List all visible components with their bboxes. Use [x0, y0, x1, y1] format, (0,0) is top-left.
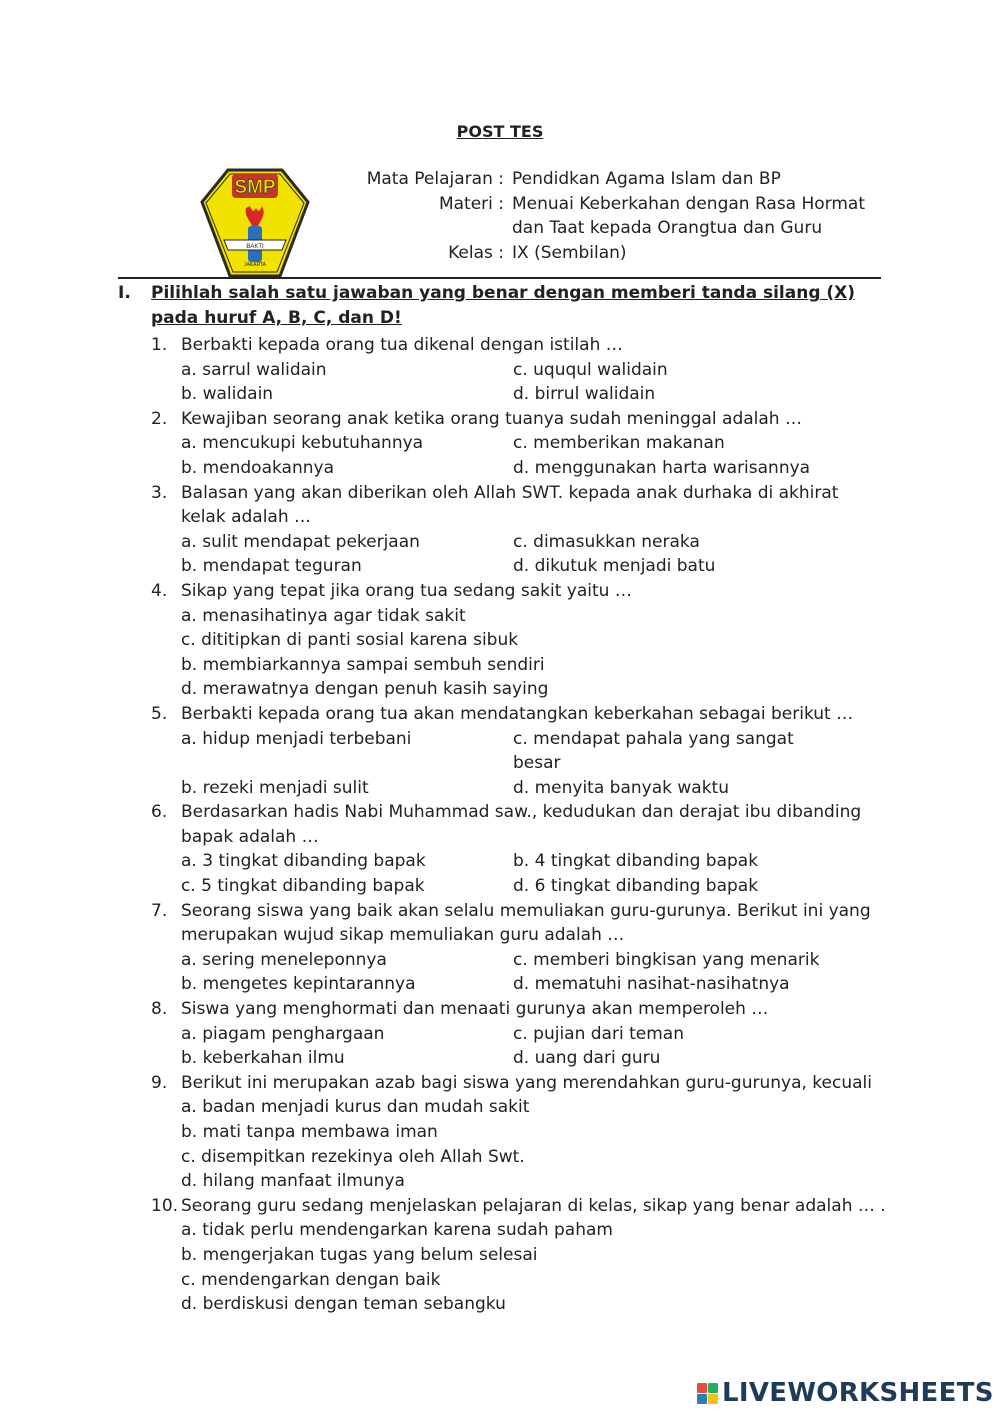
- question-item: [118, 997, 888, 1071]
- meta-label: Mata Pelajaran :: [366, 169, 504, 189]
- question-item: [118, 1071, 888, 1194]
- meta-label: Materi :: [438, 193, 504, 214]
- question-number: 8.: [151, 999, 168, 1020]
- question-item: [118, 1194, 888, 1317]
- logo-text: SMP: [234, 177, 276, 198]
- badge-tile: [697, 1383, 707, 1393]
- answer-option[interactable]: c. dititipkan di panti sosial karena sibuk: [181, 630, 519, 651]
- question-number: 4.: [151, 580, 168, 601]
- option-group: [118, 727, 888, 801]
- answer-option[interactable]: d. mematuhi nasihat-nasihatnya: [513, 974, 790, 995]
- option-row: [181, 431, 888, 456]
- option-row: [181, 948, 888, 973]
- meta-value: IX (Sembilan): [512, 242, 627, 263]
- question-line: [118, 1071, 888, 1096]
- answer-option[interactable]: a. menasihatinya agar tidak sakit: [181, 605, 466, 626]
- question-list: [118, 333, 888, 1317]
- answer-option[interactable]: d. berdiskusi dengan teman sebangku: [181, 1294, 506, 1315]
- question-line: [118, 407, 888, 432]
- option-row: [181, 456, 888, 481]
- answer-option[interactable]: b. walidain: [181, 384, 274, 405]
- question-number: 1.: [151, 335, 168, 355]
- header-divider: [118, 277, 881, 279]
- header-meta: [330, 167, 872, 265]
- option-group: [118, 530, 888, 579]
- answer-option[interactable]: a. badan menjadi kurus dan mudah sakit: [181, 1097, 530, 1118]
- question-item: [118, 800, 888, 898]
- answer-option[interactable]: d. hilang manfaat ilmunya: [181, 1171, 405, 1192]
- question-item: [118, 899, 888, 997]
- option-row: [181, 727, 888, 776]
- answer-option[interactable]: c. dimasukkan neraka: [513, 531, 700, 552]
- answer-option[interactable]: d. menyita banyak waktu: [513, 777, 729, 798]
- meta-row: [330, 192, 872, 241]
- answer-option[interactable]: c. pujian dari teman: [513, 1023, 684, 1044]
- meta-row: [330, 241, 872, 266]
- question-number: 2.: [151, 408, 168, 429]
- answer-option[interactable]: a. sulit mendapat pekerjaan: [181, 531, 420, 552]
- question-item: [118, 481, 888, 579]
- liveworksheets-watermark: [697, 1378, 994, 1408]
- question-line: [118, 800, 888, 849]
- option-group: [118, 1095, 888, 1193]
- answer-option[interactable]: a. mencukupi kebutuhannya: [181, 433, 424, 454]
- question-number: 9.: [151, 1072, 168, 1093]
- meta-value: Menuai Keberkahan dengan Rasa Hormat dan Taat kepada Orangtua dan Guru: [512, 193, 866, 238]
- question-item: [118, 333, 888, 407]
- question-text: Berbakti kepada orang tua akan mendatangkan keberkahan sebagai berikut …: [181, 703, 854, 724]
- option-row: [181, 358, 888, 383]
- meta-label: Kelas :: [448, 242, 504, 263]
- svg-text:BAKTI: BAKTI: [246, 244, 264, 250]
- answer-option[interactable]: a. hidup menjadi terbebani: [181, 728, 412, 749]
- option-group: [118, 1022, 888, 1071]
- answer-option[interactable]: b. mati tanpa membawa iman: [181, 1122, 438, 1142]
- answer-option[interactable]: a. 3 tingkat dibanding bapak: [181, 851, 426, 872]
- section-number: I.: [118, 283, 131, 303]
- answer-option[interactable]: b. mengerjakan tugas yang belum selesai: [181, 1244, 538, 1265]
- question-line: [118, 579, 888, 604]
- question-number: 6.: [151, 802, 168, 823]
- question-text: Seorang siswa yang baik akan selalu memuliakan guru-gurunya. Berikut ini yang merupakan wujud sikap memuliakan guru adalah …: [181, 900, 871, 946]
- section-heading: [118, 281, 888, 331]
- answer-option[interactable]: c. mendengarkan dengan baik: [181, 1269, 441, 1290]
- answer-option[interactable]: d. menggunakan harta warisannya: [513, 457, 811, 478]
- question-line: [118, 702, 888, 727]
- answer-option[interactable]: b. 4 tingkat dibanding bapak: [513, 851, 759, 872]
- answer-option[interactable]: b. mendoakannya: [181, 457, 334, 478]
- option-row: [181, 554, 888, 579]
- question-line: [118, 1194, 888, 1219]
- answer-option[interactable]: b. membiarkannya sampai sembuh sendiri: [181, 654, 545, 675]
- option-row: [181, 382, 888, 407]
- option-row: [181, 874, 888, 899]
- option-group: [118, 358, 888, 407]
- question-item: [118, 579, 888, 702]
- answer-option[interactable]: b. rezeki menjadi sulit: [181, 777, 369, 798]
- option-row: [181, 1022, 888, 1047]
- answer-option[interactable]: c. uququl walidain: [513, 359, 668, 380]
- option-row: [181, 1046, 888, 1071]
- question-line: [118, 997, 888, 1022]
- answer-option[interactable]: a. sarrul walidain: [181, 359, 327, 380]
- question-text: Sikap yang tepat jika orang tua sedang sakit yaitu …: [181, 580, 632, 601]
- badge-tile: [708, 1394, 718, 1404]
- badge-tile: [697, 1394, 707, 1404]
- option-row: [181, 849, 888, 874]
- question-text: Siswa yang menghormati dan menaati gurunya akan memperoleh …: [181, 999, 769, 1020]
- option-row: [181, 530, 888, 555]
- question-number: 3.: [151, 482, 168, 503]
- badge-tile: [708, 1383, 718, 1393]
- question-number: 5.: [151, 703, 168, 724]
- answer-option[interactable]: b. mendapat teguran: [181, 556, 362, 577]
- option-row: [181, 776, 888, 801]
- question-text: Berdasarkan hadis Nabi Muhammad saw., kedudukan dan derajat ibu dibanding bapak adalah …: [181, 802, 862, 847]
- question-item: [118, 702, 888, 800]
- meta-row: [330, 167, 872, 192]
- option-group: [118, 604, 888, 702]
- school-logo: [200, 168, 310, 280]
- option-group: [118, 849, 888, 898]
- answer-option[interactable]: c. memberi bingkisan yang menarik: [513, 949, 820, 970]
- answer-option[interactable]: d. birrul walidain: [513, 384, 656, 405]
- answer-option[interactable]: c. disempitkan rezekinya oleh Allah Swt.: [181, 1146, 525, 1167]
- question-text: Kewajiban seorang anak ketika orang tuanya sudah meninggal adalah …: [181, 408, 802, 429]
- question-line: [118, 899, 888, 948]
- meta-value: Pendidkan Agama Islam dan BP: [512, 169, 781, 189]
- answer-option[interactable]: c. mendapat pahala yang sangat besar: [513, 728, 794, 774]
- question-number: 10.: [151, 1195, 179, 1216]
- section-instruction: Pilihlah salah satu jawaban yang benar dengan memberi tanda silang (X) pada huruf A, B, C, dan D!: [151, 283, 856, 328]
- answer-option[interactable]: a. sering meneleponnya: [181, 949, 387, 970]
- option-group: [118, 431, 888, 480]
- option-group: [118, 948, 888, 997]
- question-text: Balasan yang akan diberikan oleh Allah SWT. kepada anak durhaka di akhirat kelak adalah …: [181, 482, 839, 528]
- answer-option[interactable]: b. keberkahan ilmu: [181, 1048, 345, 1069]
- answer-option[interactable]: d. merawatnya dengan penuh kasih saying: [181, 679, 549, 700]
- answer-option[interactable]: b. mengetes kepintarannya: [181, 974, 416, 995]
- question-line: [118, 481, 888, 530]
- answer-option[interactable]: c. 5 tingkat dibanding bapak: [181, 876, 425, 897]
- answer-option[interactable]: a. piagam penghargaan: [181, 1023, 385, 1044]
- option-group: [118, 1218, 888, 1316]
- watermark-text: LIVEWORKSHEETS: [722, 1378, 994, 1408]
- question-text: Berikut ini merupakan azab bagi siswa yang merendahkan guru-gurunya, kecuali: [181, 1072, 872, 1093]
- question-line: [118, 333, 888, 358]
- page-title: POST TES: [456, 122, 544, 141]
- option-row: [181, 972, 888, 997]
- question-text: Seorang guru sedang menjelaskan pelajaran di kelas, sikap yang benar adalah … .: [181, 1195, 886, 1216]
- question-item: [118, 407, 888, 481]
- question-text: Berbakti kepada orang tua dikenal dengan istilah …: [181, 335, 623, 355]
- answer-option[interactable]: c. memberikan makanan: [513, 433, 725, 454]
- svg-text:JAKARTA: JAKARTA: [243, 262, 267, 268]
- question-number: 7.: [151, 900, 168, 921]
- section-multiple-choice: [118, 281, 888, 1317]
- liveworksheets-badge-icon: [697, 1383, 718, 1404]
- answer-option[interactable]: d. 6 tingkat dibanding bapak: [513, 876, 759, 897]
- answer-option[interactable]: d. dikutuk menjadi batu: [513, 556, 716, 577]
- answer-option[interactable]: d. uang dari guru: [513, 1048, 661, 1069]
- answer-option[interactable]: a. tidak perlu mendengarkan karena sudah paham: [181, 1220, 613, 1241]
